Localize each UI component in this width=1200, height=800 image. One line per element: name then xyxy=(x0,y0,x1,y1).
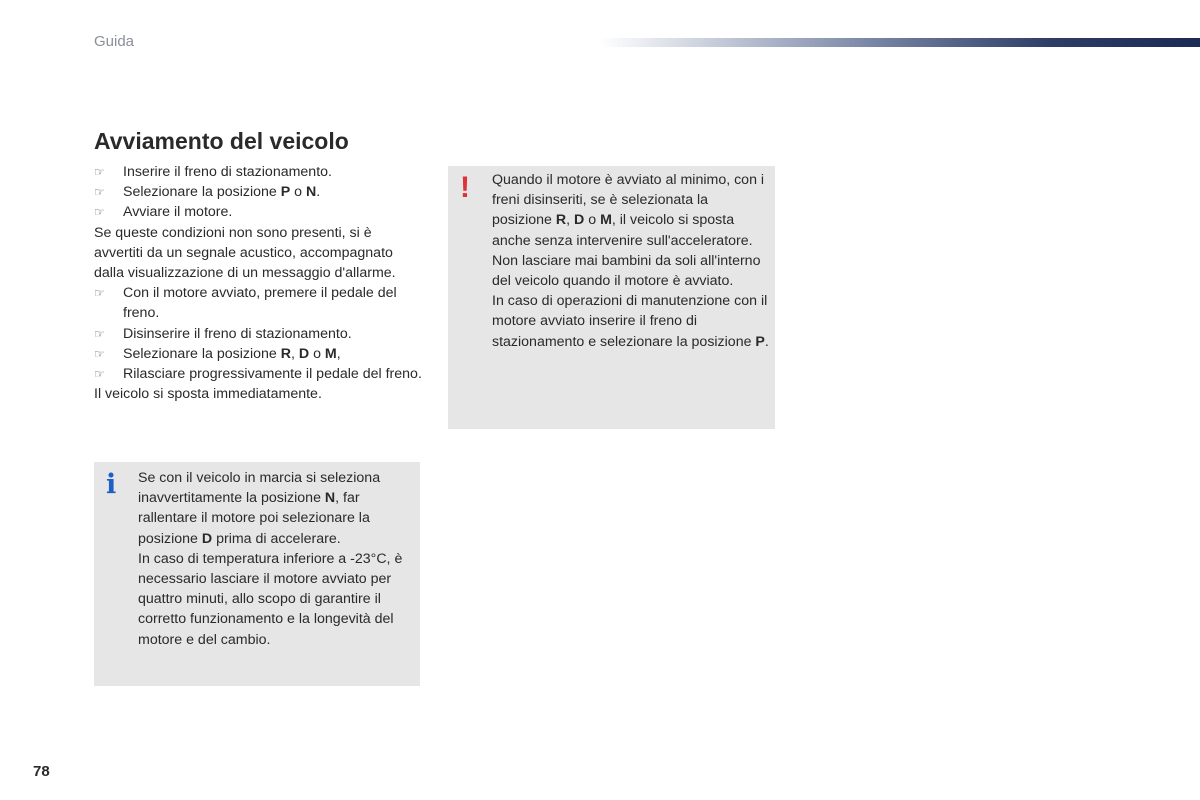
info-text-run: Se con il veicolo in marcia si seleziona inavvertitamente la posizione xyxy=(138,470,381,507)
paragraph: Il veicolo si sposta immediatamente. xyxy=(94,386,322,403)
step-text: Avviare il motore. xyxy=(123,204,233,221)
warning-text-run: o xyxy=(584,212,601,229)
pointing-hand-icon: ☞ xyxy=(94,205,105,220)
gear-position: D xyxy=(574,212,585,229)
gear-position: N xyxy=(306,184,317,201)
step-item xyxy=(94,182,424,202)
pointing-hand-icon: ☞ xyxy=(94,346,105,361)
warning-text-run: , il veicolo si sposta anche senza intervenire sull'acceleratore. xyxy=(492,212,753,249)
warning-paragraph: Non lasciare mai bambini da soli all'interno del veicolo quando il motore è avviato. xyxy=(492,252,761,290)
pointing-hand-icon: ☞ xyxy=(94,326,105,341)
warning-text-run: . xyxy=(764,333,769,350)
gear-position: R xyxy=(555,212,567,229)
step-item xyxy=(94,202,424,222)
gear-position: P xyxy=(755,333,765,350)
gear-position: R xyxy=(280,345,291,362)
step-text: Rilasciare progressivamente il pedale del freno. xyxy=(123,366,422,383)
gear-position: P xyxy=(280,184,291,201)
header-gradient-bar xyxy=(600,38,1200,47)
pointing-hand-icon: ☞ xyxy=(94,286,105,301)
info-text xyxy=(138,468,416,650)
gear-position: M xyxy=(600,212,612,229)
step-text: . xyxy=(316,184,321,201)
step-item xyxy=(94,283,424,323)
step-text: Selezionare la posizione xyxy=(123,184,281,201)
step-text: Selezionare la posizione xyxy=(123,345,281,362)
info-icon: i xyxy=(106,469,117,500)
step-item xyxy=(94,344,424,364)
instructions-column xyxy=(94,162,424,404)
warning-box xyxy=(448,166,775,429)
step-text: Inserire il freno di stazionamento. xyxy=(123,164,332,180)
step-text: , xyxy=(336,345,341,362)
pointing-hand-icon: ☞ xyxy=(94,367,105,382)
warning-text-run: , xyxy=(566,212,575,229)
gear-position: N xyxy=(324,490,336,507)
exclamation-icon: ! xyxy=(460,171,470,204)
info-text-run: , far rallentare il motore poi selezionare la posizione xyxy=(138,490,370,547)
step-item xyxy=(94,324,424,344)
step-text: Disinserire il freno di stazionamento. xyxy=(123,325,352,342)
info-text-run: prima di accelerare. xyxy=(212,530,341,547)
warning-text xyxy=(492,170,770,352)
warning-text-run: In caso di operazioni di manutenzione con il motore avviato inserire il freno di stazionamento e selezionare la posizione xyxy=(492,293,768,350)
warning-text-run: Quando il motore è avviato al minimo, con i freni disinseriti, se è selezionata la posizione xyxy=(492,172,765,229)
warning-paragraph xyxy=(492,170,770,251)
gear-position: D xyxy=(298,345,310,362)
step-item xyxy=(94,162,424,182)
gear-position: M xyxy=(324,345,337,362)
info-box xyxy=(94,462,420,686)
section-label: Guida xyxy=(94,33,135,50)
gear-position: D xyxy=(201,530,213,547)
info-paragraph: In caso di temperatura inferiore a -23°C, è necessario lasciare il motore avviato per quattro minuti, allo scopo di garantire il corretto funzionamento e la longevità del motore e del cambio. xyxy=(138,550,403,648)
warning-paragraph xyxy=(492,291,770,352)
pointing-hand-icon: ☞ xyxy=(94,165,105,179)
info-paragraph xyxy=(138,468,416,549)
pointing-hand-icon: ☞ xyxy=(94,185,105,200)
step-text: o xyxy=(309,345,325,362)
step-item xyxy=(94,364,424,384)
step-text: Con il motore avviato, premere il pedale del freno. xyxy=(123,285,397,322)
step-text: , xyxy=(291,345,299,362)
page-number: 78 xyxy=(33,763,50,780)
page-title: Avviamento del veicolo xyxy=(94,128,349,154)
paragraph: Se queste condizioni non sono presenti, si è avvertiti da un segnale acustico, accompagnato dalla visualizzazione di un messaggio d'allarme. xyxy=(94,224,396,282)
step-text: o xyxy=(290,184,306,201)
